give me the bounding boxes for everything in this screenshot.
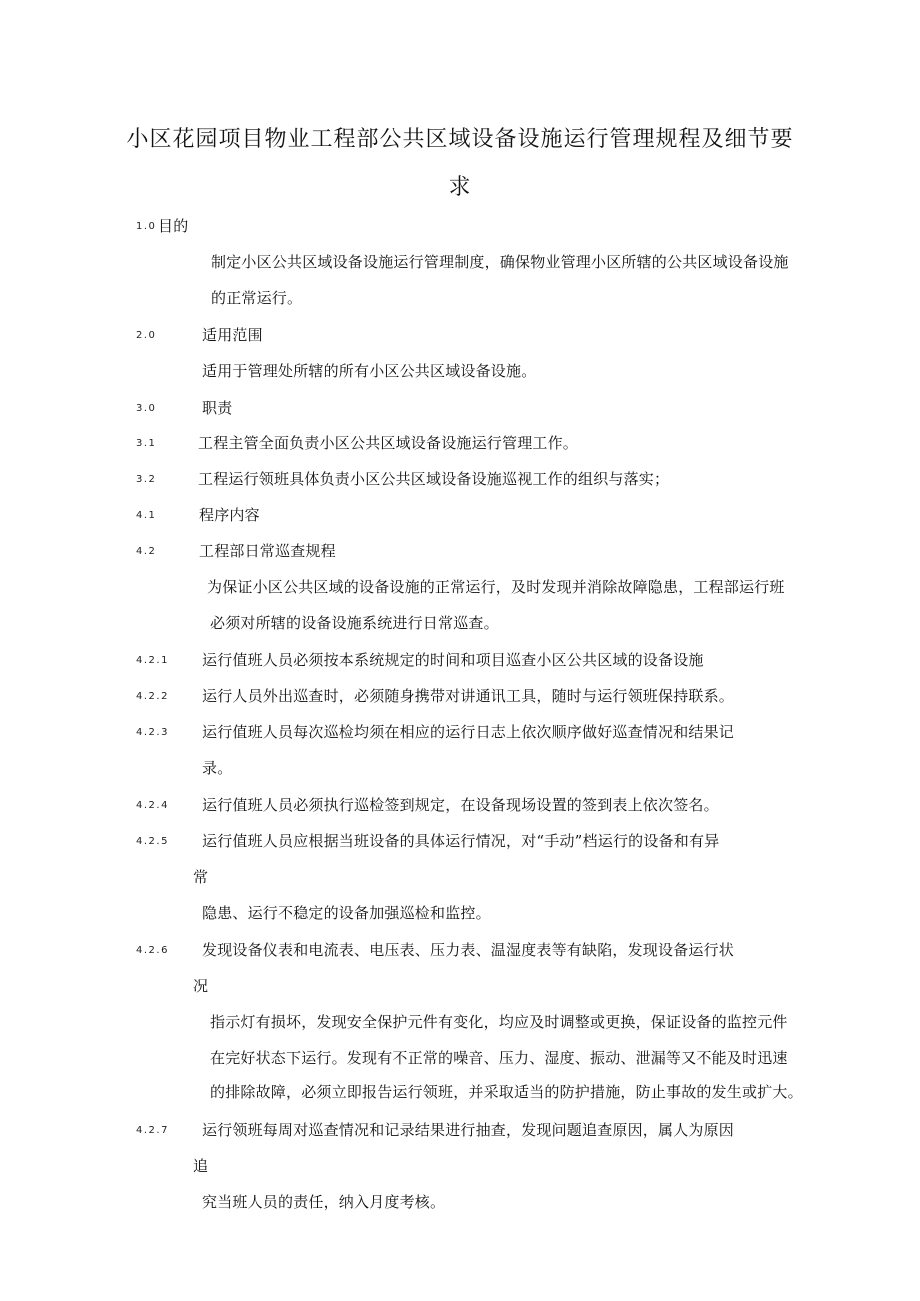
section-text-continued: 追 bbox=[193, 1157, 209, 1175]
section-text: 发现设备仪表和电流表、电压表、压力表、温湿度表等有缺陷，发现设备运行状 bbox=[202, 941, 735, 959]
section-number: 4.2.4 bbox=[136, 800, 169, 811]
paragraph-line: 适用于管理处所辖的所有小区公共区域设备设施。 bbox=[202, 362, 537, 380]
section-number: 4.2.5 bbox=[136, 836, 169, 847]
section-text: 程序内容 bbox=[199, 506, 260, 524]
section-number: 4.2.7 bbox=[136, 1125, 169, 1136]
section-number: 1.0 bbox=[136, 221, 157, 232]
section-text-continued: 究当班人员的责任，纳入月度考核。 bbox=[202, 1193, 446, 1211]
section-text: 运行人员外出巡查时，必须随身携带对讲通讯工具，随时与运行领班保持联系。 bbox=[202, 687, 735, 705]
section-number: 4.1 bbox=[136, 510, 157, 521]
section-text-continued: 隐患、运行不稳定的设备加强巡检和监控。 bbox=[202, 904, 491, 922]
paragraph-line: 的正常运行。 bbox=[211, 289, 303, 307]
section-text: 工程部日常巡查规程 bbox=[199, 542, 336, 560]
paragraph-line: 为保证小区公共区域的设备设施的正常运行，及时发现并消除故障隐患，工程部运行班 bbox=[207, 578, 785, 596]
section-text-continued: 常 bbox=[193, 868, 209, 886]
paragraph-line: 必须对所辖的设备设施系统进行日常巡查。 bbox=[210, 614, 499, 632]
section-text: 运行值班人员必须执行巡检签到规定，在设备现场设置的签到表上依次签名。 bbox=[202, 796, 719, 814]
section-heading: 适用范围 bbox=[202, 326, 263, 344]
section-text: 工程运行领班具体负责小区公共区域设备设施巡视工作的组织与落实； bbox=[198, 470, 670, 488]
section-heading: 职责 bbox=[202, 399, 233, 417]
section-number: 4.2.6 bbox=[136, 945, 169, 956]
section-text-continued: 指示灯有损坏，发现安全保护元件有变化，均应及时调整或更换，保证设备的监控元件 bbox=[210, 1013, 788, 1031]
section-number: 3.2 bbox=[136, 474, 157, 485]
section-text: 工程主管全面负责小区公共区域设备设施运行管理工作。 bbox=[198, 434, 579, 452]
document-title-line-1: 小区花园项目物业工程部公共区域设备设施运行管理规程及细节要 bbox=[126, 127, 794, 152]
section-text: 运行值班人员必须按本系统规定的时间和项目巡查小区公共区域的设备设施 bbox=[202, 651, 704, 669]
section-number: 4.2 bbox=[136, 546, 157, 557]
section-text-continued: 录。 bbox=[202, 759, 233, 777]
section-number: 3.1 bbox=[136, 438, 157, 449]
section-number: 4.2.1 bbox=[136, 655, 169, 666]
section-number: 3.0 bbox=[136, 403, 157, 414]
section-number: 2.0 bbox=[136, 330, 157, 341]
section-number: 4.2.3 bbox=[136, 727, 169, 738]
section-text-continued: 况 bbox=[193, 977, 209, 995]
section-text-continued: 的排除故障，必须立即报告运行领班，并采取适当的防护措施，防止事故的发生或扩大。 bbox=[210, 1083, 803, 1101]
section-text: 运行值班人员每次巡检均须在相应的运行日志上依次顺序做好巡查情况和结果记 bbox=[202, 723, 735, 741]
paragraph-line: 制定小区公共区域设备设施运行管理制度，确保物业管理小区所辖的公共区域设备设施 bbox=[211, 253, 789, 271]
section-text: 运行值班人员应根据当班设备的具体运行情况，对“手动”档运行的设备和有异 bbox=[202, 832, 720, 850]
section-heading: 目的 bbox=[158, 217, 189, 235]
document-title-line-2: 求 bbox=[448, 175, 472, 200]
section-text-continued: 在完好状态下运行。发现有不正常的噪音、压力、湿度、振动、泄漏等又不能及时迅速 bbox=[210, 1049, 788, 1067]
section-text: 运行领班每周对巡查情况和记录结果进行抽查，发现问题追查原因，属人为原因 bbox=[202, 1121, 735, 1139]
section-number: 4.2.2 bbox=[136, 691, 169, 702]
